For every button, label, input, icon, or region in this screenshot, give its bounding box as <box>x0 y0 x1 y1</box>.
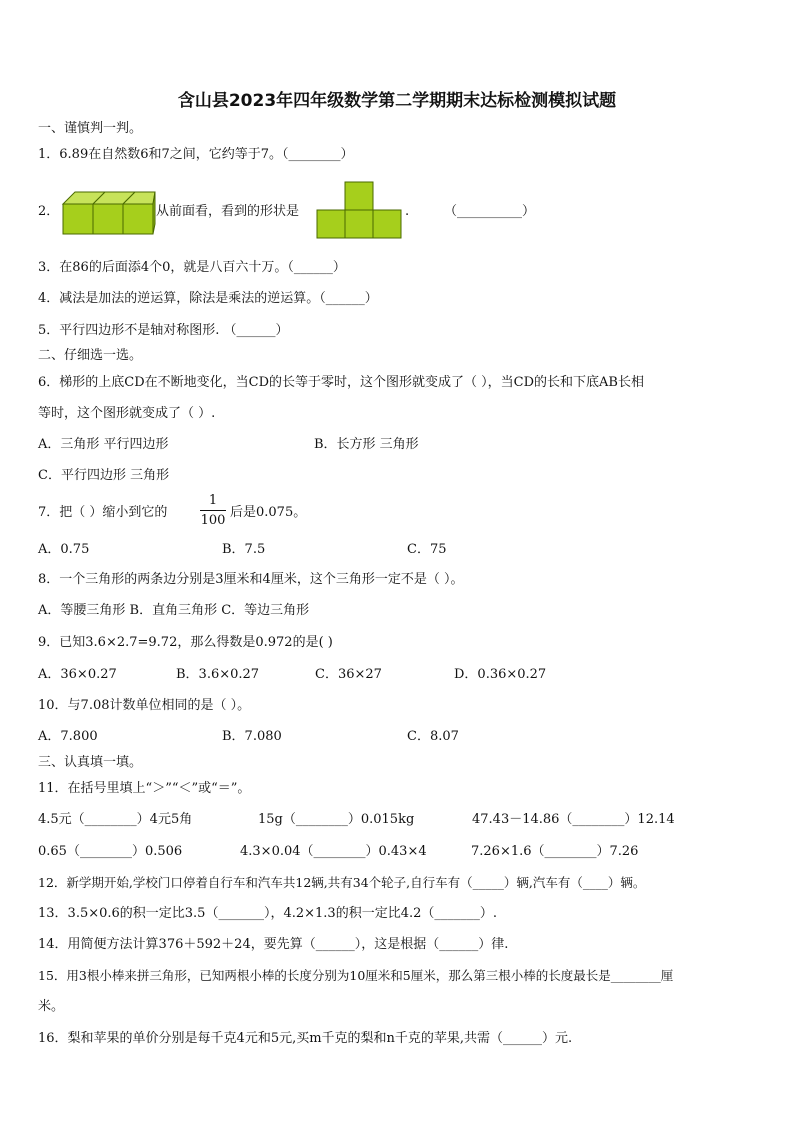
question-12: 12．新学期开始,学校门口停着自行车和汽车共12辆,共有34个轮子,自行车有（_____）辆,汽车有（____）辆。 <box>38 875 646 890</box>
question-10-option-b[interactable]: B．7.080 <box>222 729 282 744</box>
section-heading-2: 二、仔细选一选。 <box>38 348 143 363</box>
question-11: 11．在括号里填上“＞”“＜”或“＝”。 <box>38 781 251 796</box>
question-5: 5．平行四边形不是轴对称图形. （______） <box>38 323 289 338</box>
question-7-option-c[interactable]: C．75 <box>407 542 447 557</box>
question-9-option-b[interactable]: B．3.6×0.27 <box>176 667 260 682</box>
question-13: 13．3.5×0.6的积一定比3.5（_______），4.2×1.3的积一定比4.2（_______）. <box>38 906 498 921</box>
question-7-text-before: 7．把（ ）缩小到它的 <box>38 505 168 520</box>
question-4: 4．减法是加法的逆运算，除法是乘法的逆运算。（______） <box>38 291 378 306</box>
question-1: 1．6.89在自然数6和7之间，它约等于7。（________） <box>38 147 354 162</box>
question-6-line-1: 6．梯形的上底CD在不断地变化，当CD的长等于零时，这个图形就变成了（ ），当CD的长和下底AB长相 <box>38 375 644 390</box>
question-11-item-2: 15g（________）0.015kg <box>258 812 415 827</box>
question-6-option-a[interactable]: A．三角形 平行四边形 <box>38 437 169 452</box>
section-heading-1: 一、谨慎判一判。 <box>38 121 143 136</box>
question-9-option-d[interactable]: D．0.36×0.27 <box>454 667 547 682</box>
question-15-line-1: 15．用3根小棒来拼三角形，已知两根小棒的长度分别为10厘米和5厘米，那么第三根小棒的长度最长是________厘 <box>38 968 674 983</box>
question-15-line-2: 米。 <box>38 999 65 1014</box>
question-2-dot: . <box>405 204 410 219</box>
question-11-item-1: 4.5元（________）4元5角 <box>38 812 193 827</box>
question-10: 10．与7.08计数单位相同的是（ ）。 <box>38 698 251 713</box>
question-11-item-3: 47.43－14.86（________）12.14 <box>472 812 675 827</box>
question-2-text: 从前面看，看到的形状是 <box>156 204 300 219</box>
cube-stack-figure <box>60 188 158 238</box>
front-view-figure <box>316 181 402 239</box>
question-11-item-5: 4.3×0.04（________）0.43×4 <box>240 844 427 859</box>
question-10-option-c[interactable]: C．8.07 <box>407 729 459 744</box>
page-title: 含山县2023年四年级数学第二学期期末达标检测模拟试题 <box>177 91 617 111</box>
question-3: 3．在86的后面添4个0，就是八百六十万。（______） <box>38 260 346 275</box>
question-8: 8．一个三角形的两条边分别是3厘米和4厘米，这个三角形一定不是（ ）。 <box>38 572 464 587</box>
question-10-option-a[interactable]: A．7.800 <box>38 729 98 744</box>
question-8-options[interactable]: A．等腰三角形 B．直角三角形 C．等边三角形 <box>38 603 310 618</box>
fraction <box>200 493 226 529</box>
question-9: 9．已知3.6×2.7=9.72，那么得数是0.972的是( ) <box>38 635 333 650</box>
question-11-item-4: 0.65（________）0.506 <box>38 844 183 859</box>
question-9-option-a[interactable]: A．36×0.27 <box>38 667 117 682</box>
question-6-line-2: 等时，这个图形就变成了（ ）. <box>38 406 216 421</box>
question-6-option-b[interactable]: B．长方形 三角形 <box>314 437 419 452</box>
question-9-option-c[interactable]: C．36×27 <box>315 667 382 682</box>
question-2-number: 2． <box>38 204 60 219</box>
question-11-item-6: 7.26×1.6（________）7.26 <box>471 844 639 859</box>
question-2-blank[interactable]: （__________） <box>444 204 536 219</box>
question-7-text-after: 后是0.075。 <box>230 505 307 520</box>
question-7-option-a[interactable]: A．0.75 <box>38 542 90 557</box>
question-16: 16．梨和苹果的单价分别是每千克4元和5元,买m千克的梨和n千克的苹果,共需（______）元. <box>38 1031 573 1046</box>
question-14: 14．用简便方法计算376＋592＋24，要先算（______），这是根据（______）律. <box>38 937 509 952</box>
question-6-option-c[interactable]: C．平行四边形 三角形 <box>38 468 170 483</box>
question-7-option-b[interactable]: B．7.5 <box>222 542 266 557</box>
section-heading-3: 三、认真填一填。 <box>38 755 143 770</box>
fraction-numerator: 1 <box>200 493 226 511</box>
fraction-denominator: 100 <box>200 513 226 528</box>
